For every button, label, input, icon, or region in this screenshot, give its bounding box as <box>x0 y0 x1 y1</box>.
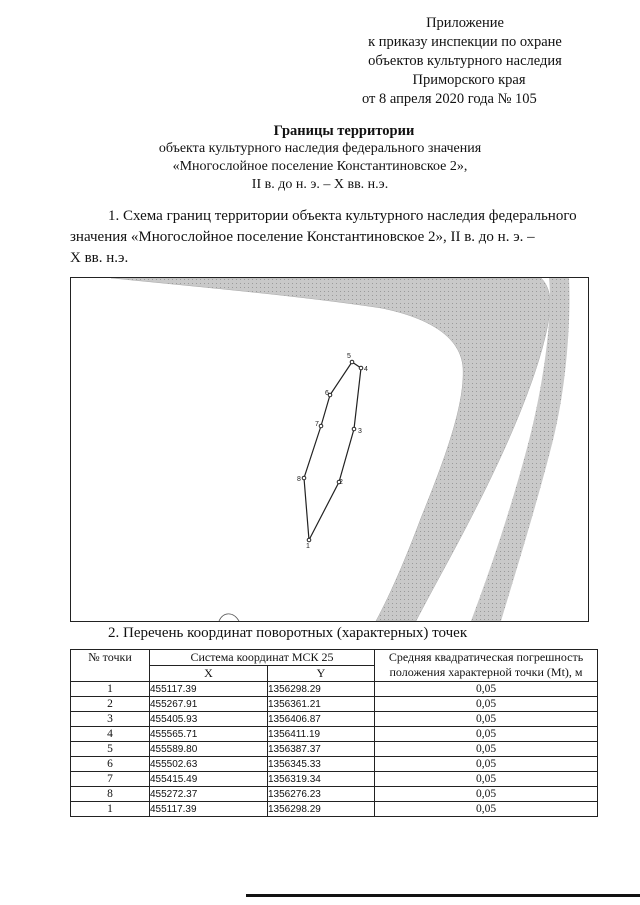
section-1-line-1: 1. Схема границ территории объекта культурного наследия федерального <box>108 208 577 224</box>
title-heading: Границы территории <box>273 123 415 139</box>
header-error: Средняя квадратическая погрешность положения характерной точки (Mt), м <box>375 650 598 682</box>
cell-y: 1356406.87 <box>268 712 375 727</box>
header-y: Y <box>268 666 375 682</box>
table-row <box>71 787 598 802</box>
title-line-3: «Многослойное поселение Константиновское 2», <box>172 159 468 174</box>
point-label-3: 3 <box>358 428 362 435</box>
cell-error: 0,05 <box>375 772 598 787</box>
point-label-7: 7 <box>315 421 319 428</box>
bottom-border <box>246 894 640 897</box>
header-line-3: объектов культурного наследия <box>368 53 562 69</box>
cell-x: 455117.39 <box>150 682 268 697</box>
boundary-line <box>304 362 361 540</box>
cell-x: 455117.39 <box>150 802 268 817</box>
table-row <box>71 802 598 817</box>
table-row <box>71 682 598 697</box>
point-label-8: 8 <box>297 476 301 483</box>
cell-y: 1356361.21 <box>268 697 375 712</box>
map-detail <box>219 614 239 621</box>
header-point-number: № точки <box>71 650 150 682</box>
document-title <box>0 122 640 194</box>
cell-point-number: 2 <box>71 697 150 712</box>
point-label-4: 4 <box>364 366 368 373</box>
boundary-point-5 <box>350 360 354 364</box>
cell-y: 1356319.34 <box>268 772 375 787</box>
cell-error: 0,05 <box>375 682 598 697</box>
cell-error: 0,05 <box>375 802 598 817</box>
cell-point-number: 3 <box>71 712 150 727</box>
cell-y: 1356411.19 <box>268 727 375 742</box>
point-label-2: 2 <box>339 479 343 486</box>
cell-x: 455589.80 <box>150 742 268 757</box>
boundary-map <box>70 277 589 622</box>
cell-y: 1356276.23 <box>268 787 375 802</box>
point-label-5: 5 <box>347 353 351 360</box>
cell-point-number: 7 <box>71 772 150 787</box>
section-2-heading: 2. Перечень координат поворотных (характерных) точек <box>108 625 468 641</box>
header-date: от 8 апреля 2020 года № 105 <box>362 91 537 107</box>
title-line-2: объекта культурного наследия федерального значения <box>158 141 482 156</box>
table-header-row <box>71 650 598 666</box>
boundary-point-1 <box>307 538 311 542</box>
cell-point-number: 5 <box>71 742 150 757</box>
header-x: X <box>150 666 268 682</box>
table-row <box>71 772 598 787</box>
boundary-point-7 <box>319 424 323 428</box>
cell-point-number: 4 <box>71 727 150 742</box>
header-line-1: Приложение <box>426 15 504 31</box>
point-label-6: 6 <box>325 390 329 397</box>
cell-error: 0,05 <box>375 697 598 712</box>
cell-error: 0,05 <box>375 727 598 742</box>
table-row <box>71 712 598 727</box>
cell-y: 1356345.33 <box>268 757 375 772</box>
section-1-text <box>70 206 590 269</box>
boundary-polygon <box>304 362 361 540</box>
map-svg <box>71 278 588 621</box>
table-row <box>71 697 598 712</box>
document-header <box>330 14 600 109</box>
boundary-point-8 <box>302 476 306 480</box>
boundary-points <box>302 360 363 542</box>
cell-point-number: 6 <box>71 757 150 772</box>
cell-point-number: 1 <box>71 682 150 697</box>
section-1-line-2: значения «Многослойное поселение Константиновское 2», II в. до н. э. – <box>70 229 535 245</box>
cell-error: 0,05 <box>375 742 598 757</box>
cell-point-number: 1 <box>71 802 150 817</box>
table-body <box>71 682 598 817</box>
table-row <box>71 742 598 757</box>
header-line-4: Приморского края <box>412 72 526 88</box>
cell-x: 455502.63 <box>150 757 268 772</box>
title-line-4: II в. до н. э. – X вв. н.э. <box>251 177 389 192</box>
header-coordinate-system: Система координат МСК 25 <box>150 650 375 666</box>
section-1-line-3: X вв. н.э. <box>70 250 129 266</box>
cell-y: 1356298.29 <box>268 802 375 817</box>
table-row <box>71 727 598 742</box>
point-label-1: 1 <box>306 543 310 550</box>
coordinates-table <box>70 649 598 817</box>
cell-x: 455565.71 <box>150 727 268 742</box>
cell-x: 455267.91 <box>150 697 268 712</box>
cell-x: 455405.93 <box>150 712 268 727</box>
boundary-point-4 <box>359 366 363 370</box>
cell-y: 1356298.29 <box>268 682 375 697</box>
river-band <box>111 278 550 621</box>
cell-error: 0,05 <box>375 787 598 802</box>
cell-y: 1356387.37 <box>268 742 375 757</box>
cell-error: 0,05 <box>375 712 598 727</box>
cell-x: 455415.49 <box>150 772 268 787</box>
table-row <box>71 757 598 772</box>
cell-point-number: 8 <box>71 787 150 802</box>
boundary-point-3 <box>352 427 356 431</box>
cell-x: 455272.37 <box>150 787 268 802</box>
header-line-2: к приказу инспекции по охране <box>368 34 562 50</box>
cell-error: 0,05 <box>375 757 598 772</box>
